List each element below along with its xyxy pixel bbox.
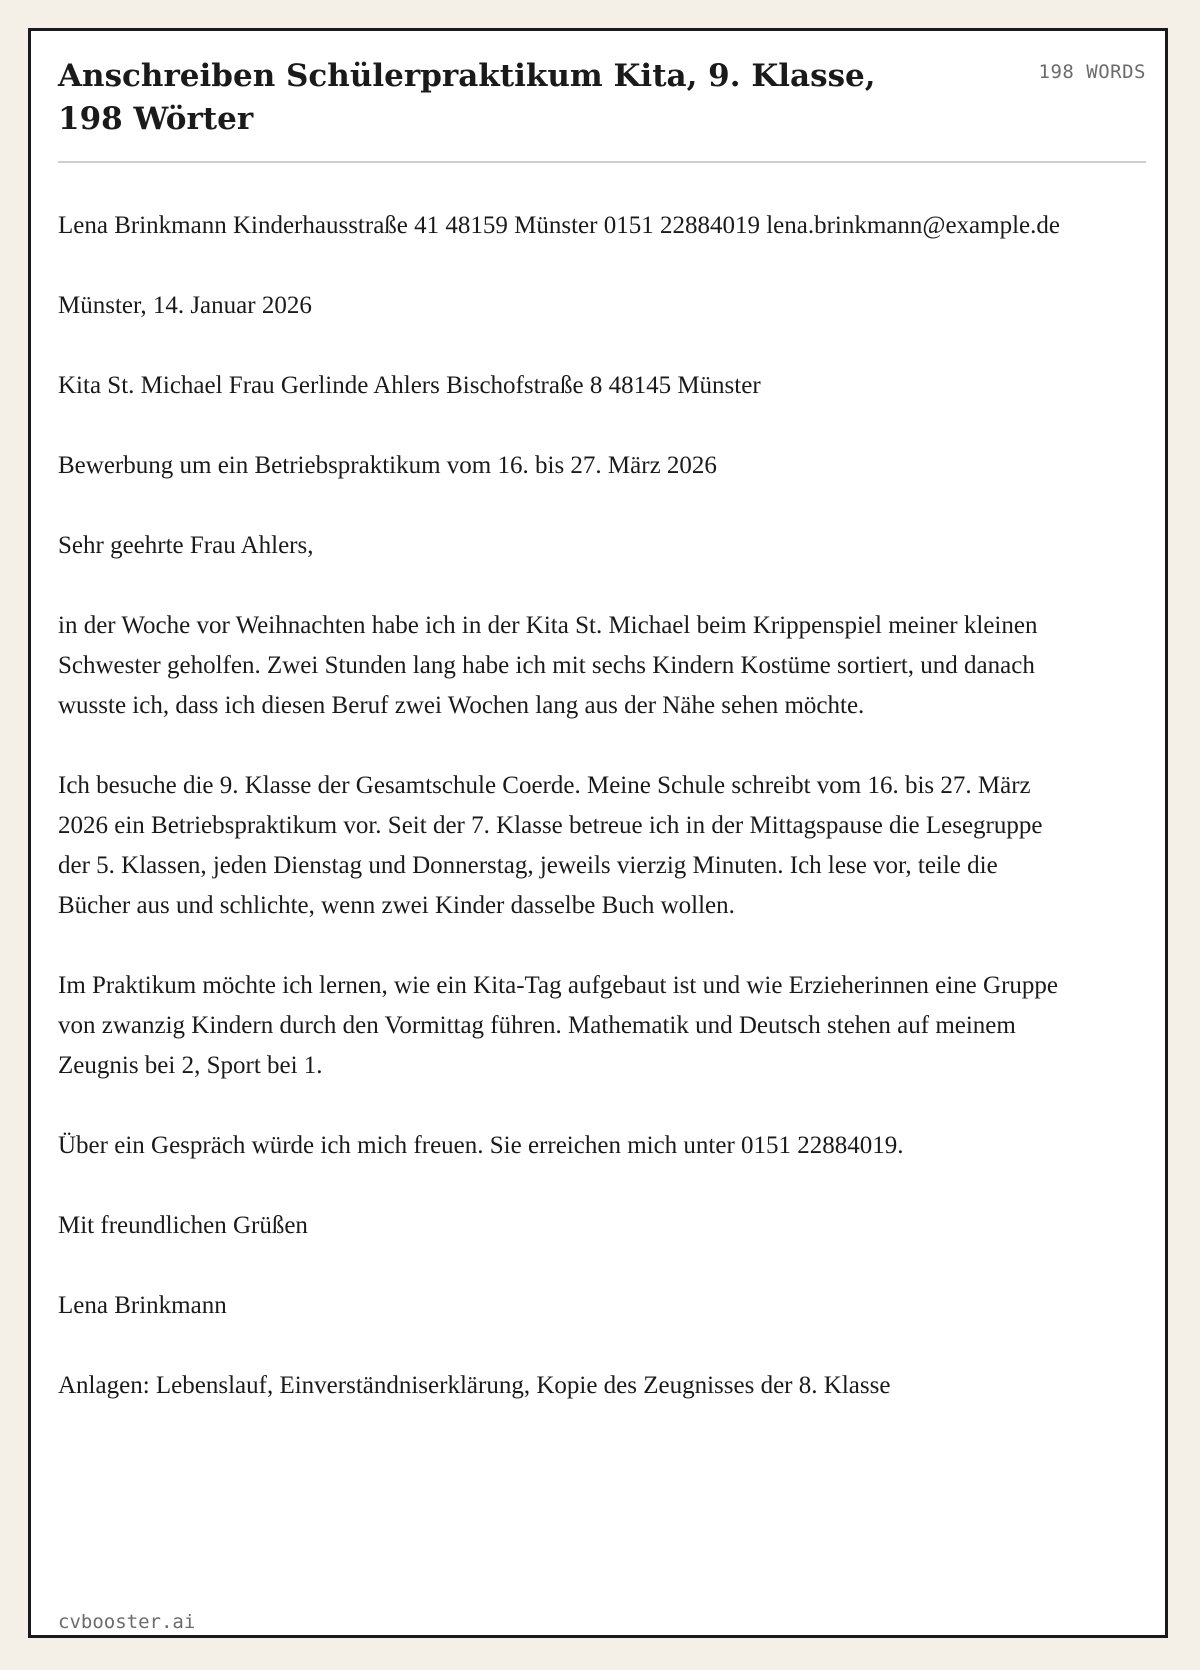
document-header [58,55,1146,141]
letter-body [58,206,1068,1406]
signature: Lena Brinkmann [58,1292,227,1319]
paragraph: Im Praktikum möchte ich lernen, wie ein Kita-Tag aufgebaut ist und wie Erzieherinnen eine Gruppe von zwanzig Kindern durch den Vormittag führen. Mathematik und Deutsch stehen auf meinem Zeugnis bei 2, Sport bei 1. [58,972,1058,1079]
paragraph: Über ein Gespräch würde ich mich freuen. Sie erreichen mich unter 0151 22884019. [58,1132,904,1159]
word-count-badge: 198 WORDS [1038,61,1146,83]
letter-date: Münster, 14. Januar 2026 [58,292,312,319]
sender-block: Lena Brinkmann Kinderhausstraße 41 48159 Münster 0151 22884019 lena.brinkmann@example.de [58,212,1060,239]
paragraph: in der Woche vor Weihnachten habe ich in der Kita St. Michael beim Krippenspiel meiner kleinen Schwester geholfen. Zwei Stunden lang habe ich mit sechs Kindern Kostüme sortiert, und danach wusste ich, dass ich diesen Beruf zwei Wochen lang aus der Nähe sehen möchte. [58,612,1038,719]
attachments: Anlagen: Lebenslauf, Einverständniserklärung, Kopie des Zeugnisses der 8. Klasse [58,1372,891,1399]
footer-brand: cvbooster.ai [58,1611,196,1633]
header-divider [58,161,1146,163]
closing: Mit freundlichen Grüßen [58,1212,308,1239]
paragraph: Ich besuche die 9. Klasse der Gesamtschule Coerde. Meine Schule schreibt vom 16. bis 27. März 2026 ein Betriebspraktikum vor. Seit der 7. Klasse betreue ich in der Mittagspause die Lesegruppe der 5. Klassen, jeden Dienstag und Donnerstag, jeweils vierzig Minuten. Ich lese vor, teile die Bücher aus und schlichte, wenn zwei Kinder dasselbe Buch wollen. [58,772,1043,919]
document-title: Anschreiben Schülerpraktikum Kita, 9. Klasse, 198 Wörter [58,58,876,137]
salutation: Sehr geehrte Frau Ahlers, [58,532,314,559]
letter-subject: Bewerbung um ein Betriebspraktikum vom 16. bis 27. März 2026 [58,452,717,479]
letter-card [28,28,1168,1638]
recipient-block: Kita St. Michael Frau Gerlinde Ahlers Bischofstraße 8 48145 Münster [58,372,761,399]
